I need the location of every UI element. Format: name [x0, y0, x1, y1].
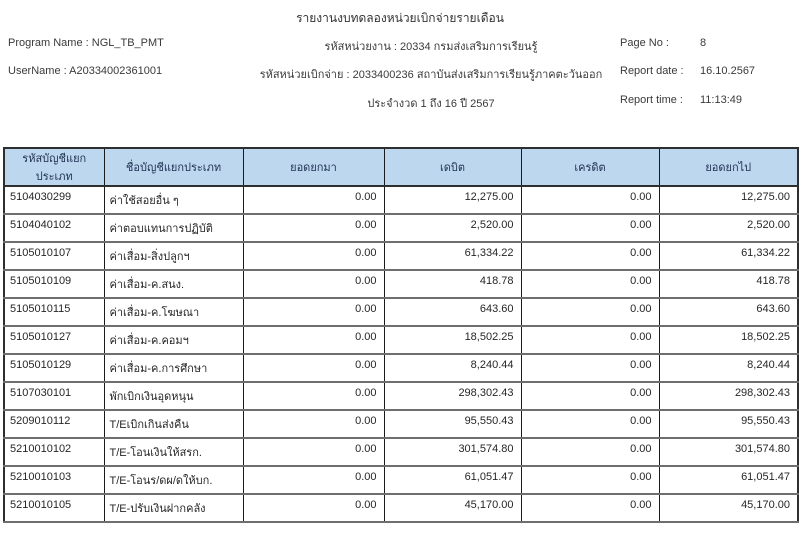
debit-cell: 298,302.43 [384, 382, 521, 410]
closing-balance-cell: 2,520.00 [659, 214, 798, 242]
account-name-cell: T/E-โอนร/ดผ/ดให้บก. [104, 466, 243, 494]
debit-cell: 95,550.43 [384, 410, 521, 438]
table-row [4, 214, 798, 242]
table-header [4, 148, 798, 186]
report-date-label: Report date : [620, 65, 684, 77]
col-header-debit: เดบิต [384, 148, 521, 186]
debit-cell: 18,502.25 [384, 326, 521, 354]
closing-balance-cell: 8,240.44 [659, 354, 798, 382]
closing-balance-cell: 61,051.47 [659, 466, 798, 494]
period-line: ประจำงวด 1 ถึง 16 ปี 2567 [367, 98, 495, 110]
closing-balance-cell: 12,275.00 [659, 186, 798, 214]
opening-balance-cell: 0.00 [243, 438, 384, 466]
credit-cell: 0.00 [521, 186, 659, 214]
closing-balance-cell: 418.78 [659, 270, 798, 298]
table-row [4, 354, 798, 382]
table-row [4, 410, 798, 438]
credit-cell: 0.00 [521, 438, 659, 466]
table-row [4, 438, 798, 466]
credit-cell: 0.00 [521, 270, 659, 298]
account-code-cell: 5105010129 [4, 354, 104, 382]
table-row [4, 382, 798, 410]
page-no-row [620, 37, 798, 49]
table-row [4, 298, 798, 326]
account-name-cell: ค่าใช้สอยอื่น ๆ [104, 186, 243, 214]
opening-balance-cell: 0.00 [243, 354, 384, 382]
page-no-value: 8 [700, 37, 707, 49]
account-code-cell: 5210010105 [4, 494, 104, 522]
closing-balance-cell: 95,550.43 [659, 410, 798, 438]
table-body [4, 186, 798, 522]
credit-cell: 0.00 [521, 494, 659, 522]
credit-cell: 0.00 [521, 326, 659, 354]
credit-cell: 0.00 [521, 466, 659, 494]
opening-balance-cell: 0.00 [243, 298, 384, 326]
report-time-label: Report time : [620, 94, 683, 106]
account-name-cell: T/E-ปรับเงินฝากคลัง [104, 494, 243, 522]
credit-cell: 0.00 [521, 410, 659, 438]
account-code-cell: 5105010115 [4, 298, 104, 326]
account-name-cell: T/Eเบิกเกินส่งคืน [104, 410, 243, 438]
account-code-cell: 5105010127 [4, 326, 104, 354]
col-header-account-code: รหัสบัญชีแยกประเภท [4, 148, 104, 186]
table-row [4, 326, 798, 354]
account-name-cell: ค่าเสื่อม-ค.การศึกษา [104, 354, 243, 382]
credit-cell: 0.00 [521, 242, 659, 270]
closing-balance-cell: 45,170.00 [659, 494, 798, 522]
account-code-cell: 5104040102 [4, 214, 104, 242]
debit-cell: 45,170.00 [384, 494, 521, 522]
report-header [0, 0, 800, 147]
debit-cell: 61,334.22 [384, 242, 521, 270]
account-name-cell: ค่าเสื่อม-ค.คอมฯ [104, 326, 243, 354]
account-name-cell: T/E-โอนเงินให้สรก. [104, 438, 243, 466]
report-date-row [620, 65, 798, 77]
debit-cell: 8,240.44 [384, 354, 521, 382]
closing-balance-cell: 301,574.80 [659, 438, 798, 466]
report-time-value: 11:13:49 [700, 94, 743, 106]
opening-balance-cell: 0.00 [243, 186, 384, 214]
debit-cell: 418.78 [384, 270, 521, 298]
opening-balance-cell: 0.00 [243, 466, 384, 494]
debit-cell: 643.60 [384, 298, 521, 326]
debit-cell: 2,520.00 [384, 214, 521, 242]
program-name: Program Name : NGL_TB_PMT [8, 37, 164, 49]
report-date-value: 16.10.2567 [700, 65, 756, 77]
closing-balance-cell: 18,502.25 [659, 326, 798, 354]
account-name-cell: พักเบิกเงินอุดหนุน [104, 382, 243, 410]
account-name-cell: ค่าเสื่อม-ค.สนง. [104, 270, 243, 298]
opening-balance-cell: 0.00 [243, 494, 384, 522]
col-header-account-name: ชื่อบัญชีแยกประเภท [104, 148, 243, 186]
opening-balance-cell: 0.00 [243, 270, 384, 298]
closing-balance-cell: 298,302.43 [659, 382, 798, 410]
user-name: UserName : A20334002361001 [8, 65, 163, 77]
account-name-cell: ค่าตอบแทนการปฏิบัติ [104, 214, 243, 242]
account-code-cell: 5105010107 [4, 242, 104, 270]
credit-cell: 0.00 [521, 354, 659, 382]
debit-cell: 12,275.00 [384, 186, 521, 214]
credit-cell: 0.00 [521, 382, 659, 410]
credit-cell: 0.00 [521, 214, 659, 242]
table-header-row [4, 148, 798, 186]
account-name-cell: ค่าเสื่อม-ค.โฆษณา [104, 298, 243, 326]
col-header-closing-balance: ยอดยกไป [659, 148, 798, 186]
report-time-row [620, 94, 798, 106]
account-code-cell: 5104030299 [4, 186, 104, 214]
table-row [4, 186, 798, 214]
closing-balance-cell: 643.60 [659, 298, 798, 326]
account-code-cell: 5209010112 [4, 410, 104, 438]
opening-balance-cell: 0.00 [243, 326, 384, 354]
agency-code-line: รหัสหน่วยงาน : 20334 กรมส่งเสริมการเรียนรู้ [324, 41, 538, 53]
account-code-cell: 5210010103 [4, 466, 104, 494]
opening-balance-cell: 0.00 [243, 242, 384, 270]
col-header-opening-balance: ยอดยกมา [243, 148, 384, 186]
opening-balance-cell: 0.00 [243, 382, 384, 410]
closing-balance-cell: 61,334.22 [659, 242, 798, 270]
opening-balance-cell: 0.00 [243, 214, 384, 242]
page-no-label: Page No : [620, 37, 669, 49]
table-row [4, 466, 798, 494]
table-row [4, 494, 798, 522]
account-code-cell: 5105010109 [4, 270, 104, 298]
opening-balance-cell: 0.00 [243, 410, 384, 438]
disbursement-unit-line: รหัสหน่วยเบิกจ่าย : 2033400236 สถาบันส่งเสริมการเรียนรู้ภาคตะวันออก [259, 69, 603, 81]
account-code-cell: 5210010102 [4, 438, 104, 466]
account-code-cell: 5107030101 [4, 382, 104, 410]
col-header-credit: เครดิต [521, 148, 659, 186]
debit-cell: 61,051.47 [384, 466, 521, 494]
debit-cell: 301,574.80 [384, 438, 521, 466]
page-title: รายงานงบทดลองหน่วยเบิกจ่ายรายเดือน [296, 11, 504, 25]
table-row [4, 242, 798, 270]
account-name-cell: ค่าเสื่อม-สิ่งปลูกฯ [104, 242, 243, 270]
trial-balance-table [3, 147, 799, 523]
credit-cell: 0.00 [521, 298, 659, 326]
table-row [4, 270, 798, 298]
